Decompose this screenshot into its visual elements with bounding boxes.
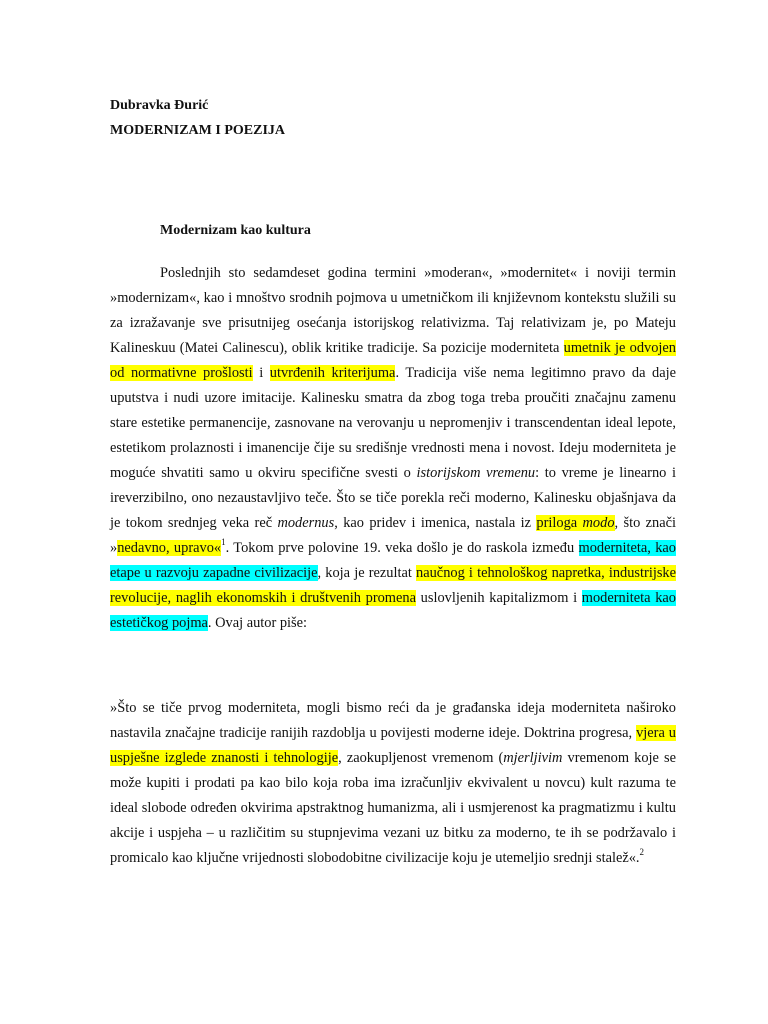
text-run: , koja je rezultat xyxy=(317,565,417,581)
text-run: , kao pridev i imenica, nastala iz xyxy=(334,515,537,531)
highlight-cyan: moderniteta kao estetičkog pojma xyxy=(110,590,676,631)
text-run: . Tradicija više nema legitimno pravo da daje uputstva i nudi uzore imitacije. Kalinesku smatra da zbog toga treba proučiti značajnu zamenu stare estetike permanencije, zasnovane na verovanju u nepromenjiv i transcendentan ideal lepote, estetikom prolaznosti i imanencije čije su središnje vrednosti mena i novost. Ideju moderniteta je moguće shvatiti samo u okviru specifične svesti o xyxy=(110,365,676,481)
highlight-yellow xyxy=(536,515,614,531)
highlight-yellow: utvrđenih kriterijuma xyxy=(269,365,396,381)
text-run: priloga xyxy=(536,515,583,531)
document-title: MODERNIZAM I POEZIJA xyxy=(110,123,286,138)
text-run: . Tokom prve polovine 19. veka došlo je do raskola između xyxy=(225,540,579,556)
text-run: uslovljenih kapitalizmom i xyxy=(415,590,582,606)
highlight-yellow: umetnik je odvojen od normativne prošlosti xyxy=(110,340,676,381)
text-run: . Ovaj autor piše: xyxy=(207,615,308,631)
text-run: vremenom koje se može kupiti i prodati pa kao bilo koja roba ima izračunljiv ekvivalent u novcu) kult razuma te ideal slobode određen okvirima apstraktnog humanizma, ali i usmjerenost ka pragmatizmu i kultu akcije i uspjeha – u različitim su stupnjevima vezani uz bitku za moderno, te ih se podržavalo i promicalo kao ključne vrijednosti slobodobitne civilizacije koju je utemeljio srednji stalež«. xyxy=(110,750,676,866)
author-name: Dubravka Đurić xyxy=(110,98,209,113)
highlight-yellow: vjera u uspješne izglede znanosti i tehnologije xyxy=(110,725,676,766)
section-heading: Modernizam kao kultura xyxy=(160,223,311,238)
footnote-ref[interactable]: 1 xyxy=(221,537,226,548)
text-run: Poslednjih sto sedamdeset godina termini »moderan«, »modernitet« i noviji termin »modernizam«, kao i mnoštvo srodnih pojmova u umetničkom ili književnom kontekstu služili su za izražavanje sve prisutnijeg osećanja istorijskog relativizma. Taj relativizam je, po Mateju Kalineskuu (Matei Calinescu), oblik kritike tradicije. Sa pozicije moderniteta xyxy=(110,265,676,356)
text-run: , što znači » xyxy=(110,515,676,556)
body-paragraph-2 xyxy=(110,696,676,871)
text-run: , zaokupljenost vremenom ( xyxy=(338,750,504,766)
text-run: »Što se tiče prvog moderniteta, mogli bismo reći da je građanska ideja moderniteta naširoko nastavila značajne tradicije ranijih razdoblja u povijesti moderne ideje. Doktrina progresa, xyxy=(110,700,676,741)
italic-term: modernus xyxy=(277,515,335,531)
italic-term: istorijskom vremenu xyxy=(416,465,536,481)
footnote-ref[interactable]: 2 xyxy=(639,847,645,858)
italic-term: modo xyxy=(582,515,615,531)
highlight-yellow: naučnog i tehnološkog napretka, industrijske revolucije, naglih ekonomskih i društvenih promena xyxy=(110,565,676,606)
highlight-cyan: moderniteta, kao etape u razvoju zapadne civilizacije xyxy=(110,540,677,581)
text-run: i xyxy=(252,365,270,381)
text-run: : to vreme je linearno i ireverzibilno, ono nezaustavljivo teče. Što se tiče porekla reči moderno, Kalinesku objašnjava da je tokom srednjeg veka reč xyxy=(110,465,677,531)
body-paragraph-1 xyxy=(110,261,676,636)
italic-term: mjerljivim xyxy=(503,750,563,766)
highlight-yellow: nedavno, upravo« xyxy=(117,540,222,556)
